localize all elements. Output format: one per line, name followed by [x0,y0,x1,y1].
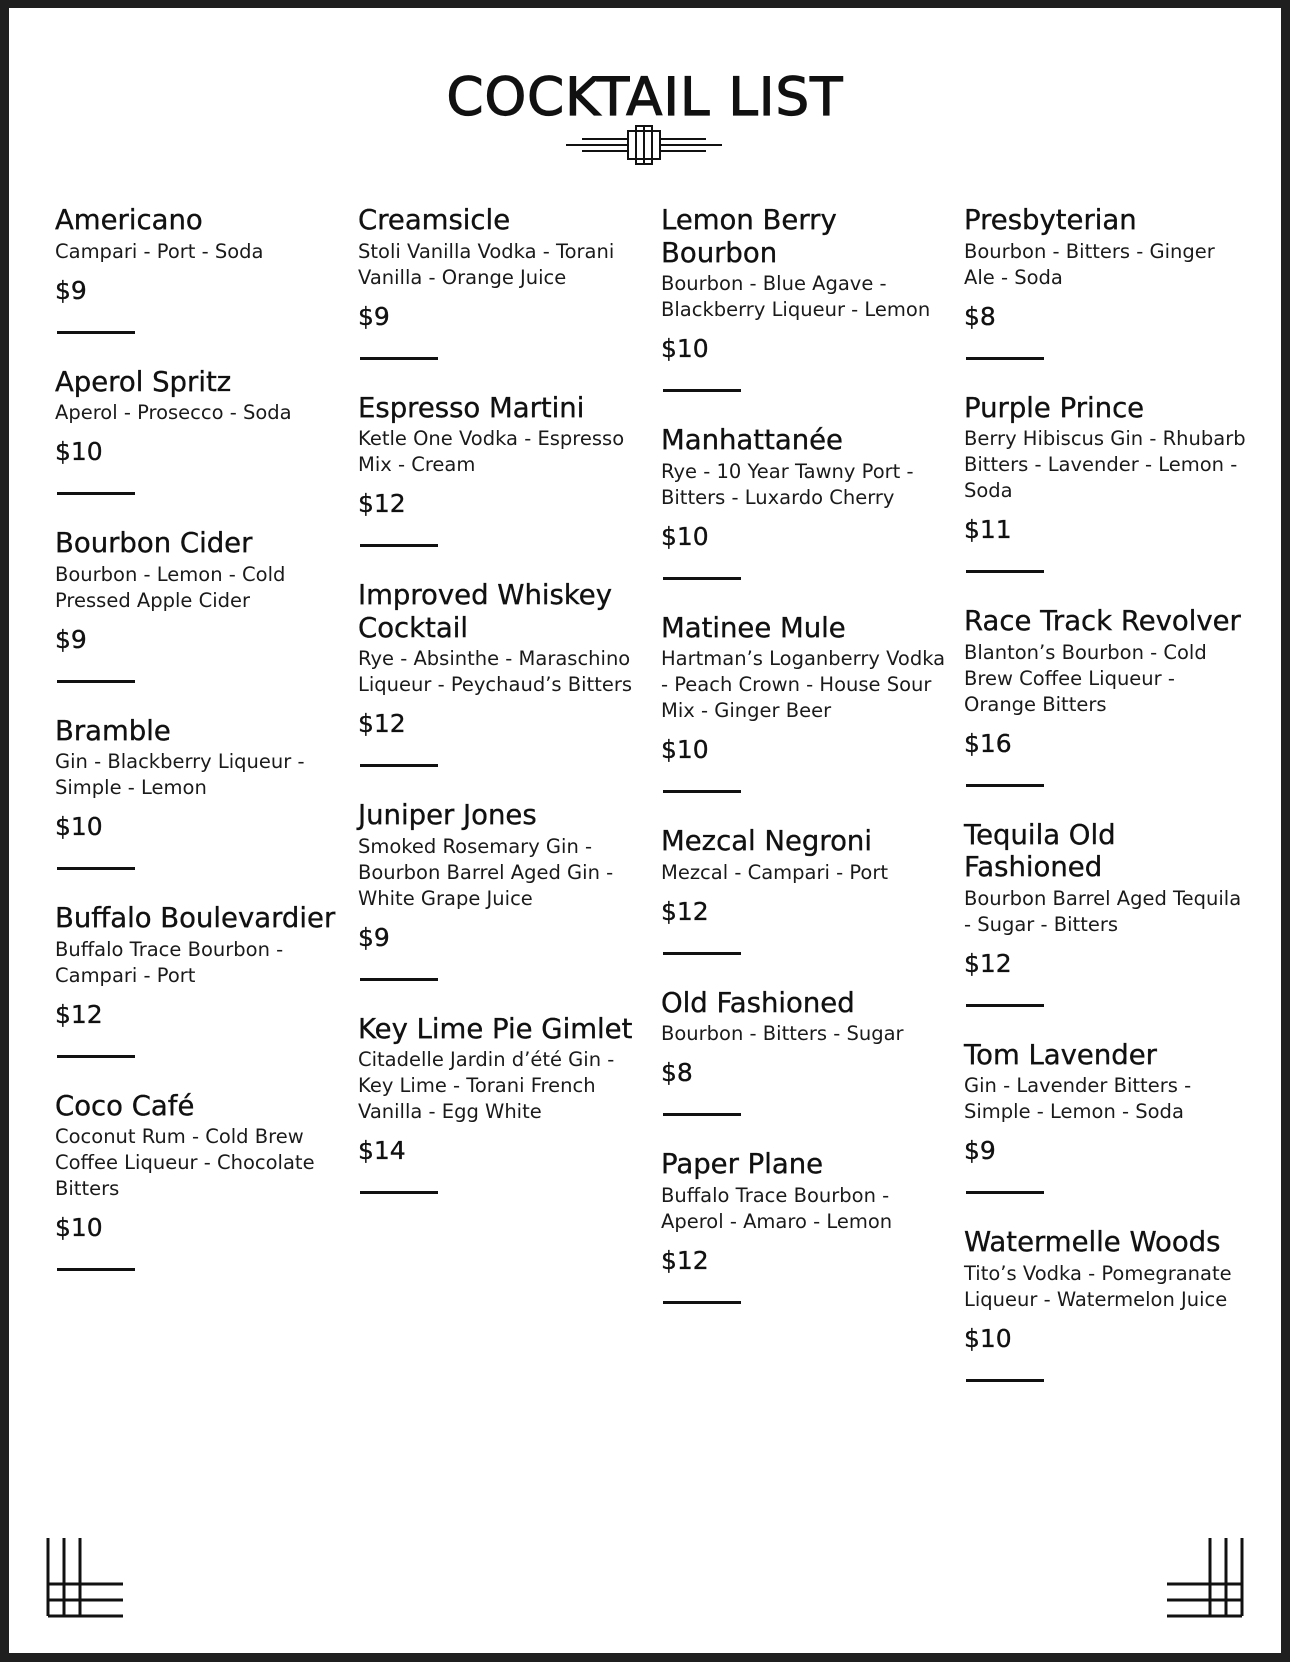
cocktail-price: $14 [358,1136,406,1165]
grid-corner-right-icon [1165,1538,1245,1618]
cocktail-ingredients: Rye - Absinthe - Maraschino Liqueur - Peychaud’s Bitters [358,647,633,696]
menu-page [9,8,1281,1653]
cocktail-name: Key Lime Pie Gimlet [358,1012,633,1045]
menu-item [358,204,643,360]
menu-item [55,527,340,683]
item-divider [57,331,135,334]
item-divider [966,570,1044,573]
cocktail-price: $8 [661,1058,693,1087]
cocktail-name: Matinee Mule [661,611,846,644]
menu-item [964,1039,1249,1195]
cocktail-name: Americano [55,204,203,236]
cocktail-ingredients: Coconut Rum - Cold Brew Coffee Liqueur - Chocolate Bitters [55,1125,315,1200]
item-divider [57,1055,135,1058]
cocktail-name: Tequila Old Fashioned [964,818,1116,883]
cocktail-price: $10 [661,521,709,551]
item-divider [360,764,438,767]
menu-item [661,612,946,794]
cocktail-price: $8 [964,301,996,331]
menu-item [55,204,340,334]
cocktail-price: $12 [964,948,1012,978]
cocktail-ingredients: Bourbon - Blue Agave - Blackberry Liqueur - Lemon [661,272,931,321]
cocktail-name: Presbyterian [964,204,1137,236]
cocktail-price: $9 [55,624,87,654]
cocktail-ingredients: Mezcal - Campari - Port [661,860,888,884]
cocktail-name: Lemon Berry Bourbon [661,204,837,269]
cocktail-price: $9 [964,1136,996,1165]
cocktail-ingredients: Stoli Vanilla Vodka - Torani Vanilla - Orange Juice [358,239,615,289]
cocktail-price: $9 [358,922,390,952]
cocktail-price: $10 [964,1323,1012,1353]
menu-column-2 [358,204,643,1226]
item-divider [360,978,438,981]
menu-item [55,1090,340,1272]
menu-item [358,579,643,767]
menu-item [964,605,1249,787]
cocktail-ingredients: Gin - Blackberry Liqueur - Simple - Lemon [55,750,305,799]
item-divider [663,389,741,392]
item-divider [57,492,135,495]
cocktail-price: $11 [964,515,1012,544]
item-divider [663,1113,741,1116]
menu-item [964,819,1249,1007]
cocktail-ingredients: Hartman’s Loganberry Vodka - Peach Crown - House Sour Mix - Ginger Beer [661,647,946,722]
menu-item [661,987,946,1117]
cocktail-ingredients: Citadelle Jardin d’été Gin - Key Lime - Torani French Vanilla - Egg White [358,1048,615,1123]
menu-item [964,1226,1249,1382]
page-title: COCKTAIL LIST [446,67,844,128]
menu-item [661,825,946,955]
menu-item [55,715,340,871]
cocktail-ingredients: Rye - 10 Year Tawny Port - Bitters - Luxardo Cherry [661,459,914,509]
menu-item [964,204,1249,360]
cocktail-name: Bramble [55,714,171,747]
menu-item [55,902,340,1058]
grid-corner-left-icon [45,1538,125,1618]
item-divider [360,1191,438,1194]
cocktail-price: $12 [661,1245,709,1275]
cocktail-name: Mezcal Negroni [661,825,872,857]
item-divider [966,1004,1044,1007]
item-divider [360,544,438,547]
item-divider [663,577,741,580]
cocktail-price: $12 [661,896,709,926]
menu-column-4 [964,204,1249,1414]
cocktail-ingredients: Buffalo Trace Bourbon - Campari - Port [55,937,284,987]
item-divider [57,680,135,683]
menu-column-1 [55,204,340,1303]
cocktail-name: Improved Whiskey Cocktail [358,579,612,644]
cocktail-ingredients: Tito’s Vodka - Pomegranate Liqueur - Watermelon Juice [964,1261,1232,1311]
cocktail-price: $12 [55,999,103,1029]
cocktail-price: $10 [661,334,709,363]
menu-item [358,1013,643,1195]
cocktail-name: Race Track Revolver [964,605,1241,637]
cocktail-name: Tom Lavender [964,1038,1157,1071]
cocktail-price: $12 [358,489,406,518]
cocktail-ingredients: Bourbon - Bitters - Ginger Ale - Soda [964,239,1215,289]
item-divider [966,784,1044,787]
cocktail-ingredients: Aperol - Prosecco - Soda [55,401,292,424]
cocktail-ingredients: Bourbon Barrel Aged Tequila - Sugar - Bitters [964,886,1242,936]
item-divider [966,357,1044,360]
cocktail-ingredients: Gin - Lavender Bitters - Simple - Lemon - Soda [964,1074,1192,1123]
cocktail-price: $10 [661,735,709,764]
item-divider [966,1191,1044,1194]
cocktail-ingredients: Bourbon - Lemon - Cold Pressed Apple Cider [55,562,286,612]
cocktail-price: $10 [55,812,103,841]
cocktail-name: Bourbon Cider [55,527,253,559]
cocktail-name: Coco Café [55,1089,195,1122]
cocktail-ingredients: Berry Hibiscus Gin - Rhubarb Bitters - Lavender - Lemon - Soda [964,427,1246,502]
cocktail-ingredients: Bourbon - Bitters - Sugar [661,1022,904,1045]
cocktail-name: Espresso Martini [358,391,585,424]
cocktail-name: Buffalo Boulevardier [55,902,336,934]
cocktail-price: $9 [55,275,87,305]
cocktail-price: $16 [964,728,1012,758]
menu-column-3 [661,204,946,1336]
item-divider [663,790,741,793]
menu-item [55,366,340,496]
cocktail-name: Creamsicle [358,204,511,236]
cocktail-name: Paper Plane [661,1148,824,1180]
menu-item [661,1148,946,1304]
menu-item [661,424,946,580]
cocktail-ingredients: Ketle One Vodka - Espresso Mix - Cream [358,427,625,476]
cocktail-name: Old Fashioned [661,986,855,1019]
cocktail-ingredients: Blanton’s Bourbon - Cold Brew Coffee Liqueur - Orange Bitters [964,640,1207,716]
menu-item [964,392,1249,574]
cocktail-price: $10 [55,437,103,466]
cocktail-ingredients: Campari - Port - Soda [55,239,264,263]
menu-item [358,392,643,548]
cocktail-ingredients: Buffalo Trace Bourbon - Aperol - Amaro - Lemon [661,1183,893,1233]
item-divider [663,1301,741,1304]
item-divider [57,867,135,870]
item-divider [663,952,741,955]
item-divider [966,1379,1044,1382]
art-deco-ornament-icon [566,125,722,165]
menu-item [358,799,643,981]
cocktail-price: $12 [358,709,406,738]
cocktail-ingredients: Smoked Rosemary Gin - Bourbon Barrel Aged Gin - White Grape Juice [358,834,614,910]
cocktail-name: Aperol Spritz [55,365,232,398]
menu-item [661,204,946,392]
cocktail-name: Watermelle Woods [964,1226,1221,1258]
cocktail-name: Manhattanée [661,424,843,456]
item-divider [57,1268,135,1271]
item-divider [360,357,438,360]
cocktail-name: Juniper Jones [358,799,537,831]
cocktail-name: Purple Prince [964,391,1145,424]
cocktail-price: $10 [55,1213,103,1242]
cocktail-price: $9 [358,301,390,331]
